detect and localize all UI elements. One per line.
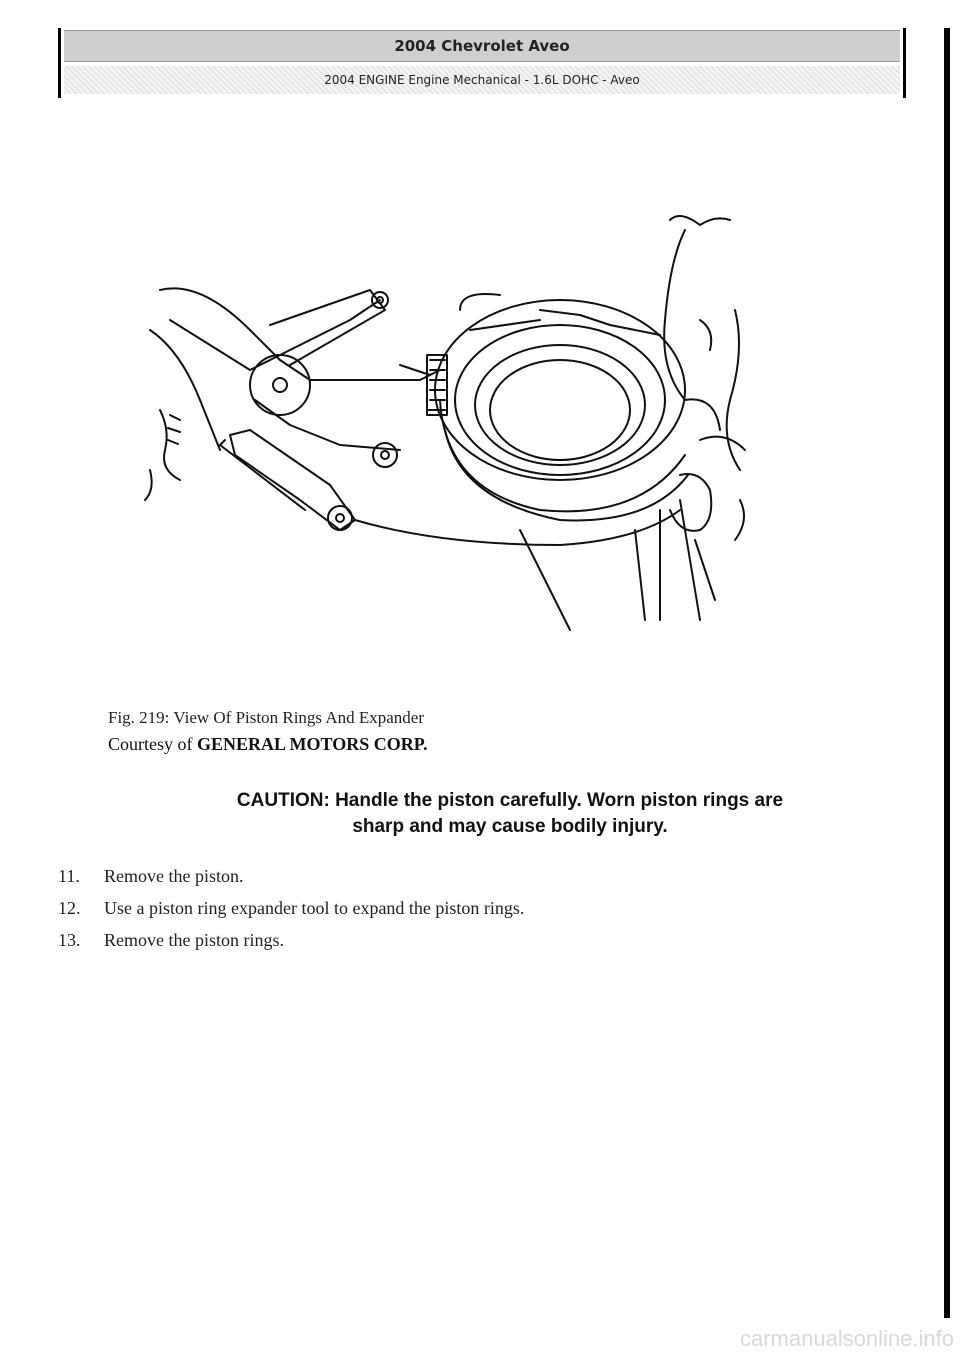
document-title: 2004 Chevrolet Aveo	[64, 30, 900, 62]
courtesy-organization: GENERAL MOTORS CORP.	[197, 734, 428, 754]
procedure-step	[58, 866, 878, 898]
step-text: Remove the piston rings.	[104, 930, 284, 950]
document-subtitle: 2004 ENGINE Engine Mechanical - 1.6L DOHC - Aveo	[64, 66, 900, 94]
header-rule-right	[903, 28, 906, 98]
step-text: Remove the piston.	[104, 866, 244, 886]
caution-line-1: CAUTION: Handle the piston carefully. Worn piston rings are	[236, 790, 784, 811]
piston-ring-expander-illustration	[140, 200, 780, 640]
step-number: 13.	[58, 930, 81, 950]
procedure-step	[58, 930, 878, 962]
courtesy-prefix: Courtesy of	[108, 734, 197, 754]
header-rule-left	[58, 28, 61, 98]
site-watermark: carmanualsonline.info	[739, 1326, 954, 1351]
page-header	[58, 28, 906, 98]
caution-notice	[150, 788, 870, 840]
step-text: Use a piston ring expander tool to expand the piston rings.	[104, 898, 525, 918]
step-number: 12.	[58, 898, 81, 918]
procedure-steps	[58, 866, 878, 962]
page-border-right	[944, 28, 950, 1318]
figure-caption: Fig. 219: View Of Piston Rings And Expander	[108, 708, 425, 727]
figure-courtesy	[108, 734, 428, 755]
procedure-step	[58, 898, 878, 930]
step-number: 11.	[58, 866, 80, 886]
caution-line-2: sharp and may cause bodily injury.	[352, 816, 668, 837]
